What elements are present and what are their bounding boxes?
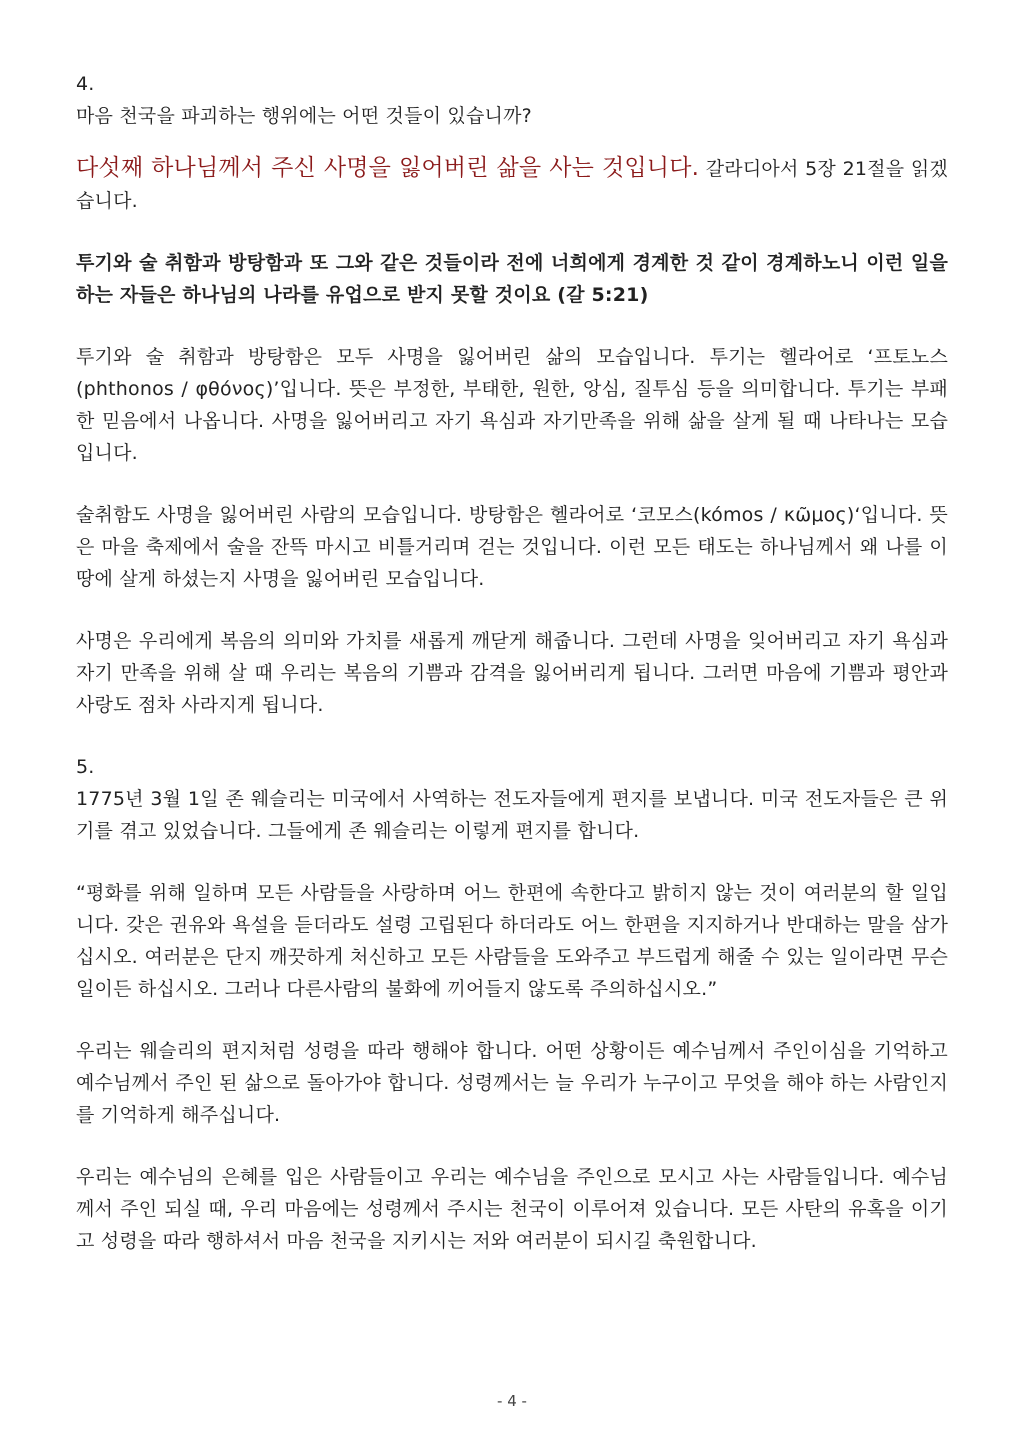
section-4-headline-tail: 갈라디아서 5장 21절을 읽겠습니다.	[76, 158, 948, 212]
section-4-headline: 다섯째 하나님께서 주신 사명을 잃어버린 삶을 사는 것입니다.	[76, 155, 700, 181]
section-4-paragraph-1: 투기와 술 취함과 방탕함은 모두 사명을 잃어버린 삶의 모습입니다. 투기는 헬라어로 ‘프토노스(phthonos / φθόνος)’입니다. 뜻은 부정한, 부태한, 원한, 앙심, 질투심 등을 의미합니다. 투기는 부패한 믿음에서 나옵니다. 사명을 잃어버리고 자기 욕심과 자기만족을 위해 삶을 살게 될 때 나타나는 모습입니다.	[76, 346, 948, 464]
section-5-paragraph-2: 우리는 웨슬리의 편지처럼 성령을 따라 행해야 합니다. 어떤 상황이든 예수님께서 주인이심을 기억하고 예수님께서 주인 된 삶으로 돌아가야 합니다. 성령께서는 늘 우리가 누구이고 무엇을 해야 하는 사람인지를 기억하게 해주십니다.	[76, 1040, 948, 1126]
section-5-number: 5.	[76, 756, 95, 778]
section-5-paragraph-3: 우리는 예수님의 은혜를 입은 사람들이고 우리는 예수님을 주인으로 모시고 사는 사람들입니다. 예수님께서 주인 되실 때, 우리 마음에는 성령께서 주시는 천국이 이루어져 있습니다. 모든 사탄의 유혹을 이기고 성령을 따라 행하셔서 마음 천국을 지키시는 저와 여러분이 되시길 축원합니다.	[76, 1166, 948, 1252]
wesley-letter-quote: “평화를 위해 일하며 모든 사람들을 사랑하며 어느 한편에 속한다고 밝히지 않는 것이 여러분의 할 일입니다. 갖은 권유와 욕설을 듣더라도 설령 고립된다 하더라도 어느 한편을 지지하거나 반대하는 말을 삼가십시오. 여러분은 단지 깨끗하게 처신하고 모든 사람들을 도와주고 부드럽게 해줄 수 있는 일이라면 무슨 일이든 하십시오. 그러나 다른사람의 불화에 끼어들지 않도록 주의하십시오.”	[76, 882, 948, 1000]
section-5-paragraph-1: 1775년 3월 1일 존 웨슬리는 미국에서 사역하는 전도자들에게 편지를 보냅니다. 미국 전도자들은 큰 위기를 겪고 있었습니다. 그들에게 존 웨슬리는 이렇게 편지를 합니다.	[76, 788, 948, 842]
section-4-question: 마음 천국을 파괴하는 행위에는 어떤 것들이 있습니까?	[76, 105, 532, 127]
document-page	[76, 68, 948, 1257]
page-number: - 4 -	[497, 1392, 527, 1410]
section-4-headline-paragraph	[76, 152, 948, 217]
section-4-paragraph-2: 술취함도 사명을 잃어버린 사람의 모습입니다. 방탕함은 헬라어로 ‘코모스(kómos / κῶμος)‘입니다. 뜻은 마을 축제에서 술을 잔뜩 마시고 비틀거리며 걷는 것입니다. 이런 모든 태도는 하나님께서 왜 나를 이 땅에 살게 하셨는지 사명을 잃어버린 모습입니다.	[76, 504, 948, 590]
section-4-paragraph-3: 사명은 우리에게 복음의 의미와 가치를 새롭게 깨닫게 해줍니다. 그런데 사명을 잊어버리고 자기 욕심과 자기 만족을 위해 살 때 우리는 복음의 기쁨과 감격을 잃어버리게 됩니다. 그러면 마음에 기쁨과 평안과 사랑도 점차 사라지게 됩니다.	[76, 630, 948, 716]
section-4-number: 4.	[76, 73, 95, 95]
scripture-verse: 투기와 술 취함과 방탕함과 또 그와 같은 것들이라 전에 너희에게 경계한 것 같이 경계하노니 이런 일을 하는 자들은 하나님의 나라를 유업으로 받지 못할 것이요 (갈 5:21)	[76, 252, 948, 306]
